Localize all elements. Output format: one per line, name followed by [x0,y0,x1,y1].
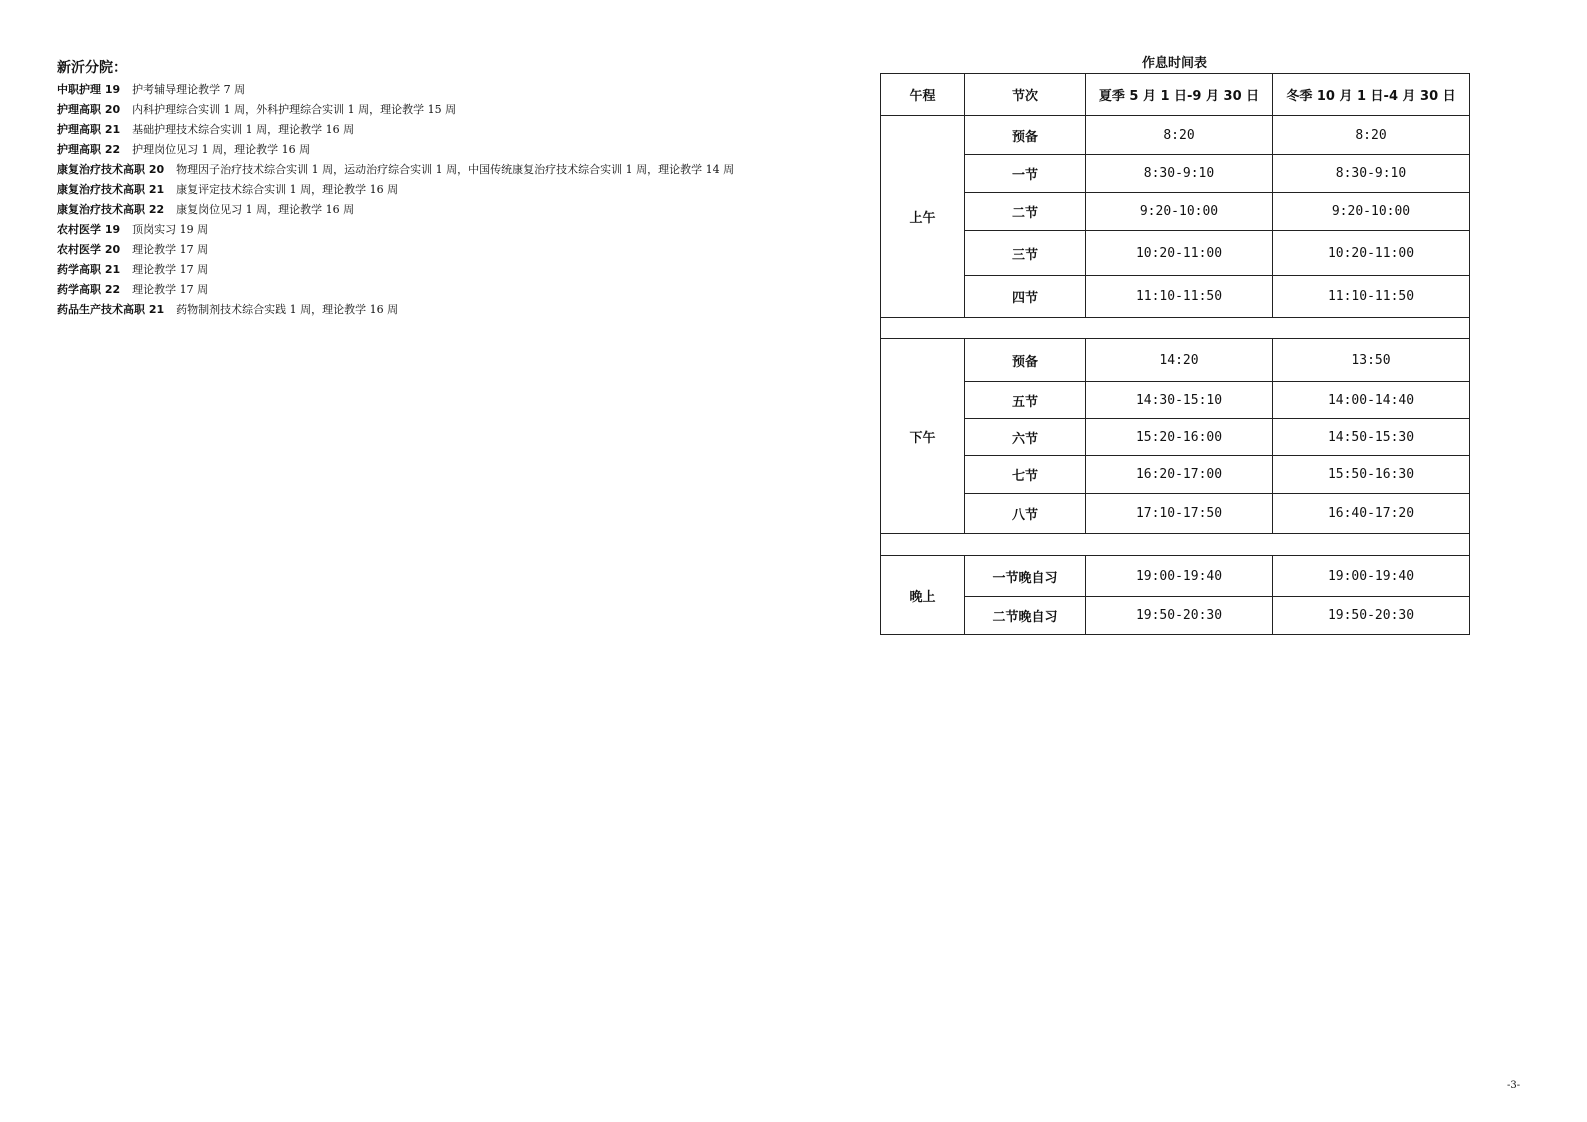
class-name: 药品生产技术高职 21 [57,303,165,316]
winter-time: 8:20 [1273,116,1470,155]
winter-time: 9:20-10:00 [1273,193,1470,231]
class-row [57,300,777,320]
summer-time: 19:50-20:30 [1086,597,1273,635]
spacer-row [881,318,1470,339]
class-row [57,120,777,140]
table-row [881,276,1470,318]
class-name: 药学高职 21 [57,263,121,276]
slot-cell: 八节 [965,494,1086,534]
slot-cell: 二节晚自习 [965,597,1086,635]
table-row [881,494,1470,534]
class-name: 护理高职 22 [57,143,121,156]
summer-time: 9:20-10:00 [1086,193,1273,231]
slot-cell: 一节 [965,155,1086,193]
winter-time: 16:40-17:20 [1273,494,1470,534]
branch-title: 新沂分院： [57,60,127,76]
table-row [881,193,1470,231]
table-row [881,419,1470,456]
class-row [57,140,777,160]
summer-time: 14:20 [1086,339,1273,382]
class-desc: 基础护理技术综合实训 1 周，理论教学 16 周 [132,123,355,136]
header-summer: 夏季 5 月 1 日-9 月 30 日 [1086,74,1273,116]
winter-time: 8:30-9:10 [1273,155,1470,193]
slot-cell: 二节 [965,193,1086,231]
header-period: 午程 [881,74,965,116]
spacer-row [881,534,1470,556]
class-desc: 顶岗实习 19 周 [132,223,209,236]
class-desc: 药物制剂技术综合实践 1 周，理论教学 16 周 [176,303,399,316]
class-desc: 理论教学 17 周 [132,283,209,296]
spacer-cell [881,534,1470,556]
winter-time: 13:50 [1273,339,1470,382]
winter-time: 19:00-19:40 [1273,556,1470,597]
slot-cell: 预备 [965,339,1086,382]
table-row [881,155,1470,193]
table-header-row [881,74,1470,116]
header-winter: 冬季 10 月 1 日-4 月 30 日 [1273,74,1470,116]
class-desc: 康复岗位见习 1 周，理论教学 16 周 [176,203,355,216]
slot-cell: 一节晚自习 [965,556,1086,597]
class-desc: 康复评定技术综合实训 1 周，理论教学 16 周 [176,183,399,196]
class-name: 护理高职 21 [57,123,121,136]
timetable [880,73,1470,635]
class-desc: 物理因子治疗技术综合实训 1 周，运动治疗综合实训 1 周，中国传统康复治疗技术综合实训 1 周，理论教学 14 周 [176,163,735,176]
summer-time: 8:20 [1086,116,1273,155]
class-name: 中职护理 19 [57,83,121,96]
schedule-title: 作息时间表 [1141,56,1207,71]
class-desc: 理论教学 17 周 [132,263,209,276]
class-desc: 理论教学 17 周 [132,243,209,256]
winter-time: 19:50-20:30 [1273,597,1470,635]
class-desc: 护考辅导理论教学 7 周 [132,83,246,96]
class-name: 康复治疗技术高职 22 [57,203,165,216]
summer-time: 17:10-17:50 [1086,494,1273,534]
winter-time: 14:00-14:40 [1273,382,1470,419]
period-evening: 晚上 [881,556,965,635]
spacer-cell [881,318,1470,339]
summer-time: 15:20-16:00 [1086,419,1273,456]
winter-time: 14:50-15:30 [1273,419,1470,456]
winter-time: 11:10-11:50 [1273,276,1470,318]
table-row [881,382,1470,419]
page-number: -3- [1507,1080,1521,1091]
slot-cell: 预备 [965,116,1086,155]
branch-section [57,58,777,320]
table-row [881,597,1470,635]
class-row [57,260,777,280]
slot-cell: 三节 [965,231,1086,276]
table-row [881,556,1470,597]
class-desc: 内科护理综合实训 1 周，外科护理综合实训 1 周，理论教学 15 周 [132,103,457,116]
summer-time: 8:30-9:10 [1086,155,1273,193]
header-slot: 节次 [965,74,1086,116]
class-name: 农村医学 19 [57,223,121,236]
table-row [881,456,1470,494]
summer-time: 10:20-11:00 [1086,231,1273,276]
table-row [881,339,1470,382]
summer-time: 19:00-19:40 [1086,556,1273,597]
winter-time: 15:50-16:30 [1273,456,1470,494]
class-row [57,180,777,200]
class-row [57,160,777,180]
summer-time: 11:10-11:50 [1086,276,1273,318]
class-name: 药学高职 22 [57,283,121,296]
summer-time: 16:20-17:00 [1086,456,1273,494]
class-row [57,280,777,300]
class-row [57,240,777,260]
class-name: 康复治疗技术高职 21 [57,183,165,196]
class-name: 康复治疗技术高职 20 [57,163,165,176]
class-name: 护理高职 20 [57,103,121,116]
winter-time: 10:20-11:00 [1273,231,1470,276]
slot-cell: 五节 [965,382,1086,419]
class-desc: 护理岗位见习 1 周，理论教学 16 周 [132,143,311,156]
summer-time: 14:30-15:10 [1086,382,1273,419]
slot-cell: 六节 [965,419,1086,456]
period-afternoon: 下午 [881,339,965,534]
slot-cell: 七节 [965,456,1086,494]
table-row [881,231,1470,276]
slot-cell: 四节 [965,276,1086,318]
period-morning: 上午 [881,116,965,318]
class-row [57,100,777,120]
class-row [57,220,777,240]
table-row [881,116,1470,155]
class-name: 农村医学 20 [57,243,121,256]
class-row [57,200,777,220]
class-row [57,80,777,100]
schedule-section [880,54,1469,635]
